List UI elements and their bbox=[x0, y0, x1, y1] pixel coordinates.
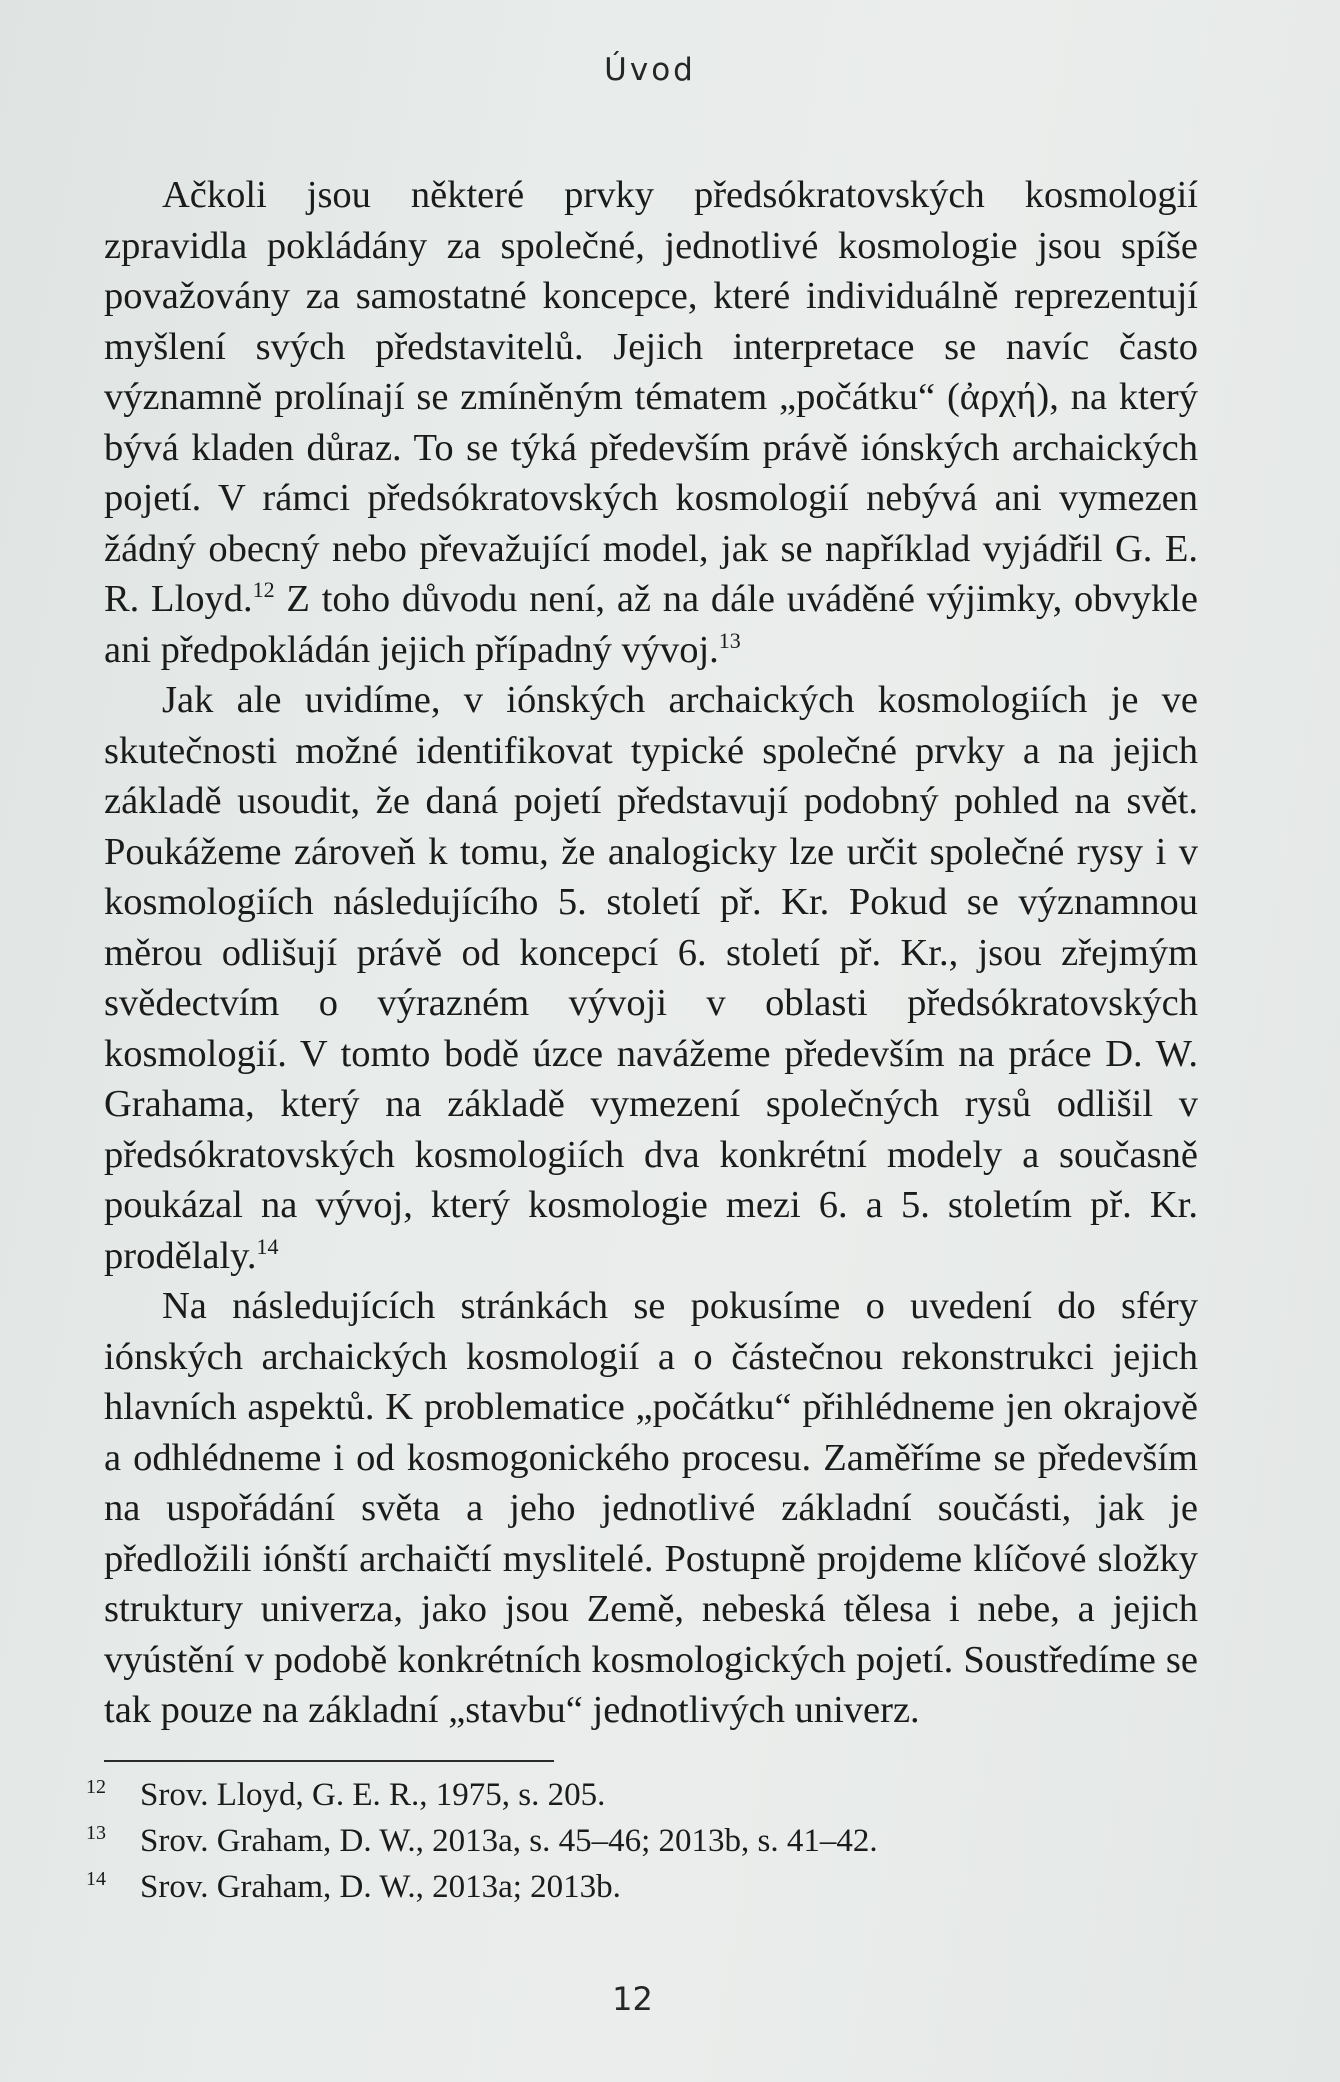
paragraph-text: Jak ale uvidíme, v iónských archaických kosmologiích je ve skutečnosti možné identifikovat typické společné prvky a na jejich základě usoudit, že daná pojetí představují podobný pohled na svět. Poukážeme zároveň k tomu, že analogicky lze určit společné rysy i v kosmologiích následujícího 5. století př. Kr. Pokud se významnou měrou odlišují právě od koncepcí 6. století př. Kr., jsou zřejmým svědectvím o výrazném vývoji v oblasti předsókratovských kosmologií. V tomto bodě úzce navážeme především na práce D. W. Grahama, který na základě vymezení společných rysů odlišil v předsókratovských kosmologiích dva konkrétní modely a současně poukázal na vývoj, který kosmologie mezi 6. a 5. stoletím př. Kr. prodělaly. bbox=[104, 679, 1198, 1277]
footnote-text: Srov. Graham, D. W., 2013a, s. 45–46; 2013b, s. 41–42. bbox=[140, 1823, 878, 1859]
footnote-number: 12 bbox=[86, 1776, 106, 1798]
footnote-number: 13 bbox=[86, 1822, 106, 1844]
page-number: 12 bbox=[612, 1980, 653, 2018]
footnote-divider bbox=[104, 1760, 554, 1762]
footnote-item bbox=[84, 1774, 1184, 1820]
footnote-text: Srov. Graham, D. W., 2013a; 2013b. bbox=[140, 1869, 621, 1905]
paragraph-text: Z toho důvodu není, až na dále uváděné výjimky, obvykle ani předpokládán jejich případný vývoj. bbox=[104, 578, 1198, 671]
footnote-reference: 13 bbox=[718, 627, 741, 653]
footnote-text: Srov. Lloyd, G. E. R., 1975, s. 205. bbox=[140, 1777, 606, 1813]
paragraph-text: Ačkoli jsou některé prvky předsókratovských kosmologií zpravidla pokládány za společné, jednotlivé kosmologie jsou spíše považovány za samostatné koncepce, které individuálně reprezentují myšlení svých představitelů. Jejich interpretace se navíc často významně prolínají se zmíněným tématem „počátku“ (ἀρχή), na který bývá kladen důraz. To se týká především právě iónských archaických pojetí. V rámci předsókratovských kosmologií nebývá ani vymezen žádný obecný nebo převažující model, jak se například vyjádřil G. E. R. Lloyd. bbox=[104, 174, 1198, 620]
running-head: Úvod bbox=[604, 52, 696, 88]
paragraph bbox=[104, 170, 1198, 675]
footnote-reference: 12 bbox=[252, 577, 275, 602]
footnote-reference: 14 bbox=[256, 1233, 279, 1259]
paragraph bbox=[104, 1281, 1198, 1736]
paragraph bbox=[104, 675, 1198, 1281]
footnotes bbox=[84, 1774, 1184, 1912]
footnote-number: 14 bbox=[86, 1868, 106, 1890]
paragraph-text: Na následujících stránkách se pokusíme o uvedení do sféry iónských archaických kosmologií a o částečnou rekonstrukci jejich hlavních aspektů. K problematice „počátku“ přihlédneme jen okrajově a odhlédneme i od kosmogonického procesu. Zaměříme se především na uspořádání světa a jeho jednotlivé základní součásti, jak je předložili iónští archaičtí myslitelé. Postupně projdeme klíčové složky struktury univerza, jako jsou Země, nebeská tělesa i nebe, a jejich vyústění v podobě konkrétních kosmologických pojetí. Soustředíme se tak pouze na základní „stavbu“ jednotlivých univerz. bbox=[104, 1285, 1198, 1731]
footnote-item bbox=[84, 1866, 1184, 1912]
footnote-item bbox=[84, 1820, 1184, 1866]
body-text bbox=[104, 170, 1198, 1736]
